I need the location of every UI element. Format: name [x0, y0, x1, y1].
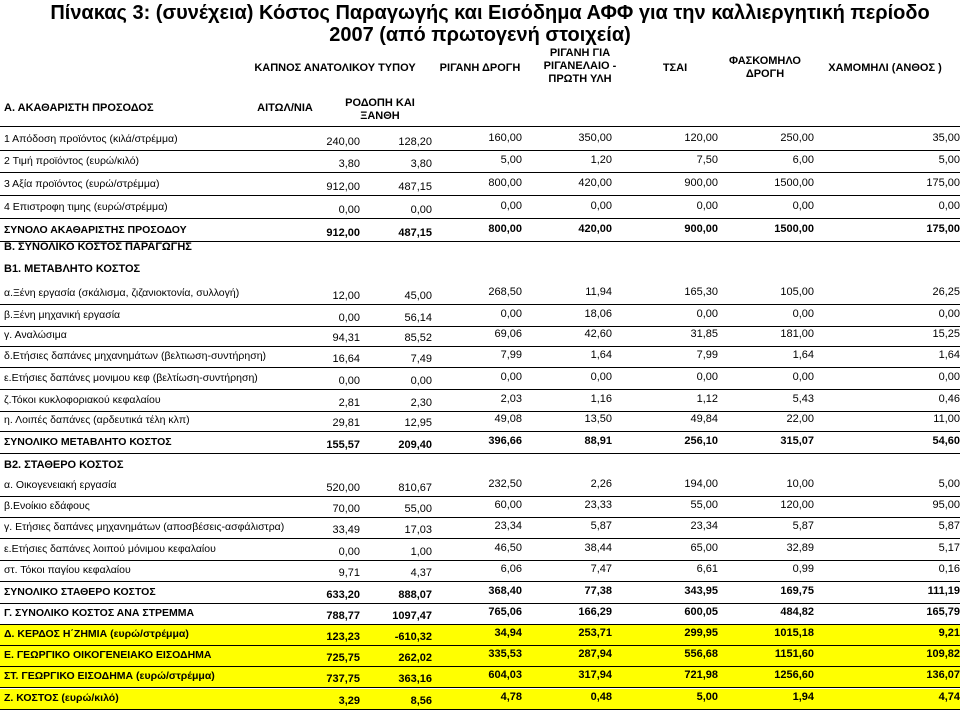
cell-value: 5,87	[590, 520, 612, 532]
cell-value: 12,95	[404, 417, 432, 429]
section-b-label: Β. ΣΥΝΟΛΙΚΟ ΚΟΣΤΟΣ ΠΑΡΑΓΩΓΗΣ	[4, 241, 192, 253]
cell-value: 175,00	[926, 223, 960, 235]
cell-value: 5,43	[792, 393, 814, 405]
cell-value: 49,84	[690, 413, 718, 425]
cell-value: 262,02	[398, 652, 432, 664]
cell-value: 85,52	[404, 332, 432, 344]
row-label: β.Ξένη μηχανική εργασία	[4, 309, 121, 321]
cell-value: 49,08	[494, 413, 522, 425]
cell-value: 0,00	[410, 204, 432, 216]
cell-value: 3,80	[410, 158, 432, 170]
cell-value: 240,00	[326, 136, 360, 148]
cell-value: 3,29	[338, 695, 360, 707]
row-label: β.Ενοίκιο εδάφους	[4, 500, 90, 512]
cell-value: 0,99	[792, 563, 814, 575]
row-divider	[0, 709, 960, 710]
table-row	[0, 518, 960, 538]
table-row	[0, 689, 960, 709]
cell-value: 912,00	[326, 227, 360, 239]
section-b2-label: Β2. ΣΤΑΘΕΡΟ ΚΟΣΤΟΣ	[4, 459, 124, 471]
cell-value: 0,00	[500, 371, 522, 383]
cell-value: 160,00	[488, 132, 522, 144]
cell-value: 6,00	[792, 154, 814, 166]
cell-value: 120,00	[780, 499, 814, 511]
cell-value: 232,50	[488, 478, 522, 490]
cell-value: 38,44	[584, 542, 612, 554]
cell-value: 46,50	[494, 542, 522, 554]
cell-value: 487,15	[398, 181, 432, 193]
cell-value: 7,49	[410, 353, 432, 365]
row-label: η. Λοιπές δαπάνες (αρδευτικά τέλη κλπ)	[4, 414, 190, 426]
cell-value: 123,23	[326, 631, 360, 643]
cell-value: 1500,00	[774, 223, 814, 235]
cell-value: 0,00	[500, 200, 522, 212]
row-label: δ.Ετήσιες δαπάνες μηχανημάτων (βελτιωση-συντήρηση)	[4, 350, 267, 362]
cell-value: 737,75	[326, 673, 360, 685]
row-divider	[0, 304, 960, 305]
cell-value: 6,06	[500, 563, 522, 575]
table-row	[0, 306, 960, 326]
cell-value: 0,00	[500, 308, 522, 320]
col-rigani-elaio: ΡΙΓΑΝΗ ΓΙΑ ΡΙΓΑΝΕΛΑΙΟ - ΠΡΩΤΗ ΥΛΗ	[543, 47, 617, 85]
table-title-line-2: 2007 (από πρωτογενή στοιχεία)	[329, 24, 631, 46]
cell-value: 0,00	[338, 375, 360, 387]
row-label: α. Οικογενειακή εργασία	[4, 479, 117, 491]
cell-value: 1,12	[696, 393, 718, 405]
cell-value: 7,47	[590, 563, 612, 575]
cell-value: 810,67	[398, 482, 432, 494]
cell-value: 604,03	[488, 669, 522, 681]
cell-value: 65,00	[690, 542, 718, 554]
cell-value: 7,99	[696, 349, 718, 361]
cell-value: 2,81	[338, 397, 360, 409]
cell-value: 5,17	[938, 542, 960, 554]
cell-value: 6,61	[696, 563, 718, 575]
cell-value: 181,00	[780, 328, 814, 340]
cell-value: 487,15	[398, 227, 432, 239]
row-label: 2 Τιμή προϊόντος (ευρώ/κιλό)	[4, 155, 140, 167]
cell-value: 0,00	[938, 371, 960, 383]
cell-value: 166,29	[578, 606, 612, 618]
cell-value: 29,81	[332, 417, 360, 429]
row-divider	[0, 195, 960, 196]
cell-value: 900,00	[684, 177, 718, 189]
table-row	[0, 198, 960, 218]
cell-value: 0,16	[938, 563, 960, 575]
cell-value: 0,48	[590, 691, 612, 703]
cell-value: 520,00	[326, 482, 360, 494]
cell-value: 253,71	[578, 627, 612, 639]
cell-value: 60,00	[494, 499, 522, 511]
cell-value: 31,85	[690, 328, 718, 340]
row-label: α.Ξένη εργασία (σκάλισμα, ζιζανιοκτονία, συλλογή)	[4, 287, 240, 299]
cell-value: 18,06	[584, 308, 612, 320]
cell-value: 0,00	[590, 200, 612, 212]
cell-value: 287,94	[578, 648, 612, 660]
cell-value: 721,98	[684, 669, 718, 681]
cell-value: 315,07	[780, 435, 814, 447]
row-divider	[0, 581, 960, 582]
cell-value: 1097,47	[392, 610, 432, 622]
cell-value: 250,00	[780, 132, 814, 144]
cell-value: 2,03	[500, 393, 522, 405]
cell-value: 136,07	[926, 669, 960, 681]
section-b1-label: Β1. ΜΕΤΑΒΛΗΤΟ ΚΟΣΤΟΣ	[4, 263, 141, 275]
cell-value: 1,64	[938, 349, 960, 361]
cell-value: 256,10	[684, 435, 718, 447]
table-row	[0, 540, 960, 560]
row-label: ζ.Τόκοι κυκλοφοριακού κεφαλαίου	[4, 394, 161, 406]
cell-value: 1,64	[590, 349, 612, 361]
cell-value: 12,00	[332, 290, 360, 302]
row-label: ΣΥΝΟΛΙΚΟ ΣΤΑΘΕΡΟ ΚΟΣΤΟΣ	[4, 586, 156, 598]
row-label: γ. Αναλώσιμα	[4, 329, 67, 341]
cell-value: 1500,00	[774, 177, 814, 189]
table-row	[0, 130, 960, 150]
cell-value: 8,56	[410, 695, 432, 707]
table-row	[0, 561, 960, 581]
row-divider	[0, 431, 960, 432]
row-label: ΣΤ. ΓΕΩΡΓΙΚΟ ΕΙΣΟΔΗΜΑ (ευρώ/στρέμμα)	[4, 670, 215, 682]
cell-value: 194,00	[684, 478, 718, 490]
cell-value: 128,20	[398, 136, 432, 148]
row-label: ΣΥΝΟΛΟ ΑΚΑΘΑΡΙΣΤΗΣ ΠΡΟΣΟΔΟΥ	[4, 224, 187, 236]
cell-value: 1015,18	[774, 627, 814, 639]
cell-value: 1,16	[590, 393, 612, 405]
cell-value: 556,68	[684, 648, 718, 660]
cell-value: 111,19	[927, 585, 960, 597]
cell-value: 88,91	[584, 435, 612, 447]
row-label: ε.Ετήσιες δαπάνες λοιπού μόνιμου κεφαλαίου	[4, 543, 216, 555]
row-divider	[0, 389, 960, 390]
cell-value: 165,30	[684, 286, 718, 298]
col-rigani-drogi: ΡΙΓΑΝΗ ΔΡΟΓΗ	[439, 62, 521, 74]
cell-value: 34,94	[494, 627, 522, 639]
cell-value: 11,94	[585, 286, 612, 298]
cell-value: 420,00	[578, 177, 612, 189]
table-row	[0, 646, 960, 666]
cell-value: 0,00	[590, 371, 612, 383]
col-kapnos-aitoloakarnania: ΑΙΤΩΛ/ΝΙΑ	[257, 102, 313, 114]
row-divider	[0, 687, 960, 688]
cell-value: 0,00	[696, 308, 718, 320]
cell-value: 484,82	[780, 606, 814, 618]
row-label: ΣΥΝΟΛΙΚΟ ΜΕΤΑΒΛΗΤΟ ΚΟΣΤΟΣ	[4, 436, 172, 448]
cell-value: 32,89	[786, 542, 814, 554]
cell-value: 4,78	[500, 691, 522, 703]
cell-value: 420,00	[578, 223, 612, 235]
cell-value: -610,32	[394, 631, 432, 643]
row-divider	[0, 150, 960, 151]
table-row	[0, 326, 960, 346]
cell-value: 633,20	[326, 589, 360, 601]
cell-value: 55,00	[690, 499, 718, 511]
cell-value: 800,00	[488, 223, 522, 235]
table-row	[0, 369, 960, 389]
table-row	[0, 152, 960, 172]
cell-value: 2,30	[410, 397, 432, 409]
cell-value: 1,00	[410, 546, 432, 558]
cell-value: 105,00	[780, 286, 814, 298]
table-row	[0, 604, 960, 624]
cell-value: 0,46	[938, 393, 960, 405]
cell-value: 55,00	[404, 503, 432, 515]
cell-value: 23,34	[494, 520, 522, 532]
cell-value: 10,00	[786, 478, 814, 490]
cell-value: 765,06	[488, 606, 522, 618]
cell-value: 1,20	[590, 154, 612, 166]
cell-value: 268,50	[488, 286, 522, 298]
cell-value: 95,00	[932, 499, 960, 511]
cell-value: 0,00	[696, 371, 718, 383]
col-tsai: ΤΣΑΙ	[662, 62, 688, 74]
cell-value: 299,95	[684, 627, 718, 639]
cell-value: 335,53	[488, 648, 522, 660]
cell-value: 4,37	[410, 567, 432, 579]
row-divider	[0, 538, 960, 539]
cell-value: 5,00	[696, 691, 718, 703]
col-kapnos-rodopi-xanthi: ΡΟΔΟΠΗ ΚΑΙ ΞΑΝΘΗ	[345, 97, 415, 122]
cell-value: 888,07	[398, 589, 432, 601]
table-row	[0, 411, 960, 431]
cell-value: 0,00	[696, 200, 718, 212]
cell-value: 45,00	[404, 290, 432, 302]
cell-value: 5,00	[500, 154, 522, 166]
table-row	[0, 583, 960, 603]
col-group-kapnos: ΚΑΠΝΟΣ ΑΝΑΤΟΛΙΚΟΥ ΤΥΠΟΥ	[254, 62, 416, 74]
cell-value: 16,64	[332, 353, 360, 365]
table-row	[0, 476, 960, 496]
cell-value: 5,00	[938, 478, 960, 490]
cell-value: 77,38	[584, 585, 612, 597]
cell-value: 788,77	[326, 610, 360, 622]
cell-value: 7,50	[696, 154, 718, 166]
cell-value: 94,31	[332, 332, 360, 344]
table-row	[0, 221, 960, 241]
cell-value: 900,00	[684, 223, 718, 235]
cell-value: 17,03	[404, 524, 432, 536]
cell-value: 9,21	[938, 627, 960, 639]
cell-value: 69,06	[494, 328, 522, 340]
row-label: Ζ. ΚΟΣΤΟΣ (ευρώ/κιλό)	[4, 692, 119, 704]
cell-value: 5,00	[938, 154, 960, 166]
section-a-label: Α. ΑΚΑΘΑΡΙΣΤΗ ΠΡΟΣΟΔΟΣ	[4, 102, 154, 114]
table-row	[0, 347, 960, 367]
cell-value: 209,40	[398, 439, 432, 451]
cell-value: 15,25	[932, 328, 960, 340]
row-label: Γ. ΣΥΝΟΛΙΚΟ ΚΟΣΤΟΣ ΑΝΑ ΣΤΡΕΜΜΑ	[4, 607, 195, 619]
cell-value: 169,75	[780, 585, 814, 597]
cell-value: 26,25	[932, 286, 960, 298]
cell-value: 2,26	[590, 478, 612, 490]
cell-value: 3,80	[338, 158, 360, 170]
table-row	[0, 284, 960, 304]
cell-value: 33,49	[332, 524, 360, 536]
cell-value: 56,14	[404, 312, 432, 324]
table-row	[0, 433, 960, 453]
cell-value: 109,82	[926, 648, 960, 660]
row-divider	[0, 218, 960, 219]
row-label: 1 Απόδοση προϊόντος (κιλά/στρέμμα)	[4, 133, 178, 145]
cell-value: 343,95	[684, 585, 718, 597]
cell-value: 120,00	[684, 132, 718, 144]
cell-value: 35,00	[932, 132, 960, 144]
cell-value: 13,50	[584, 413, 612, 425]
row-label: ε.Ετήσιες δαπάνες μονιμου κεφ (βελτίωση-συντήρηση)	[4, 372, 258, 384]
cell-value: 0,00	[938, 200, 960, 212]
cell-value: 11,00	[933, 413, 960, 425]
table-row	[0, 175, 960, 195]
cell-value: 70,00	[332, 503, 360, 515]
cell-value: 317,94	[578, 669, 612, 681]
cell-value: 4,74	[938, 691, 960, 703]
cell-value: 363,16	[398, 673, 432, 685]
table-row	[0, 497, 960, 517]
cell-value: 0,00	[338, 312, 360, 324]
cell-value: 54,60	[932, 435, 960, 447]
row-divider	[0, 172, 960, 173]
cell-value: 912,00	[326, 181, 360, 193]
cell-value: 350,00	[578, 132, 612, 144]
cell-value: 368,40	[488, 585, 522, 597]
table-row	[0, 391, 960, 411]
cell-value: 1,64	[792, 349, 814, 361]
cell-value: 9,71	[338, 567, 360, 579]
cell-value: 0,00	[410, 375, 432, 387]
cell-value: 0,00	[338, 204, 360, 216]
cell-value: 0,00	[938, 308, 960, 320]
col-xamomili: ΧΑΜΟΜΗΛΙ (ΑΝΘΟΣ )	[828, 62, 942, 74]
cell-value: 1256,60	[774, 669, 814, 681]
row-label: 4 Επιστροφη τιμης (ευρώ/στρέμμα)	[4, 201, 168, 213]
cell-value: 0,00	[792, 200, 814, 212]
row-divider	[0, 453, 960, 454]
table-title-line-1: Πίνακας 3: (συνέχεια) Κόστος Παραγωγής και Εισόδημα ΑΦΦ για την καλλιεργητική περίοδο	[50, 2, 930, 24]
cell-value: 396,66	[488, 435, 522, 447]
cell-value: 0,00	[338, 546, 360, 558]
cell-value: 800,00	[488, 177, 522, 189]
cell-value: 1151,60	[774, 648, 814, 660]
cell-value: 165,79	[926, 606, 960, 618]
header-divider	[0, 126, 960, 127]
row-divider	[0, 367, 960, 368]
cell-value: 0,00	[792, 371, 814, 383]
cell-value: 600,05	[684, 606, 718, 618]
cell-value: 0,00	[792, 308, 814, 320]
cell-value: 155,57	[326, 439, 360, 451]
cell-value: 23,34	[690, 520, 718, 532]
cell-value: 7,99	[500, 349, 522, 361]
row-label: γ. Ετήσιες δαπάνες μηχανημάτων (αποσβέσεις-ασφάλιστρα)	[4, 521, 285, 533]
row-label: στ. Τόκοι παγίου κεφαλαίου	[4, 564, 131, 576]
cell-value: 5,87	[938, 520, 960, 532]
cell-value: 23,33	[584, 499, 612, 511]
table-row	[0, 667, 960, 687]
row-label: Δ. ΚΕΡΔΟΣ Η΄ΖΗΜΙΑ (ευρώ/στρέμμα)	[4, 628, 189, 640]
cell-value: 1,94	[792, 691, 814, 703]
cell-value: 175,00	[926, 177, 960, 189]
cell-value: 725,75	[326, 652, 360, 664]
table-row	[0, 625, 960, 645]
cell-value: 22,00	[786, 413, 814, 425]
cell-value: 5,87	[792, 520, 814, 532]
row-label: 3 Αξία προϊόντος (ευρώ/στρέμμα)	[4, 178, 160, 190]
col-faskomilo: ΦΑΣΚΟΜΗΛΟ ΔΡΟΓΗ	[729, 55, 801, 80]
row-label: Ε. ΓΕΩΡΓΙΚΟ ΟΙΚΟΓΕΝΕΙΑΚΟ ΕΙΣΟΔΗΜΑ	[4, 649, 212, 661]
cell-value: 42,60	[584, 328, 612, 340]
